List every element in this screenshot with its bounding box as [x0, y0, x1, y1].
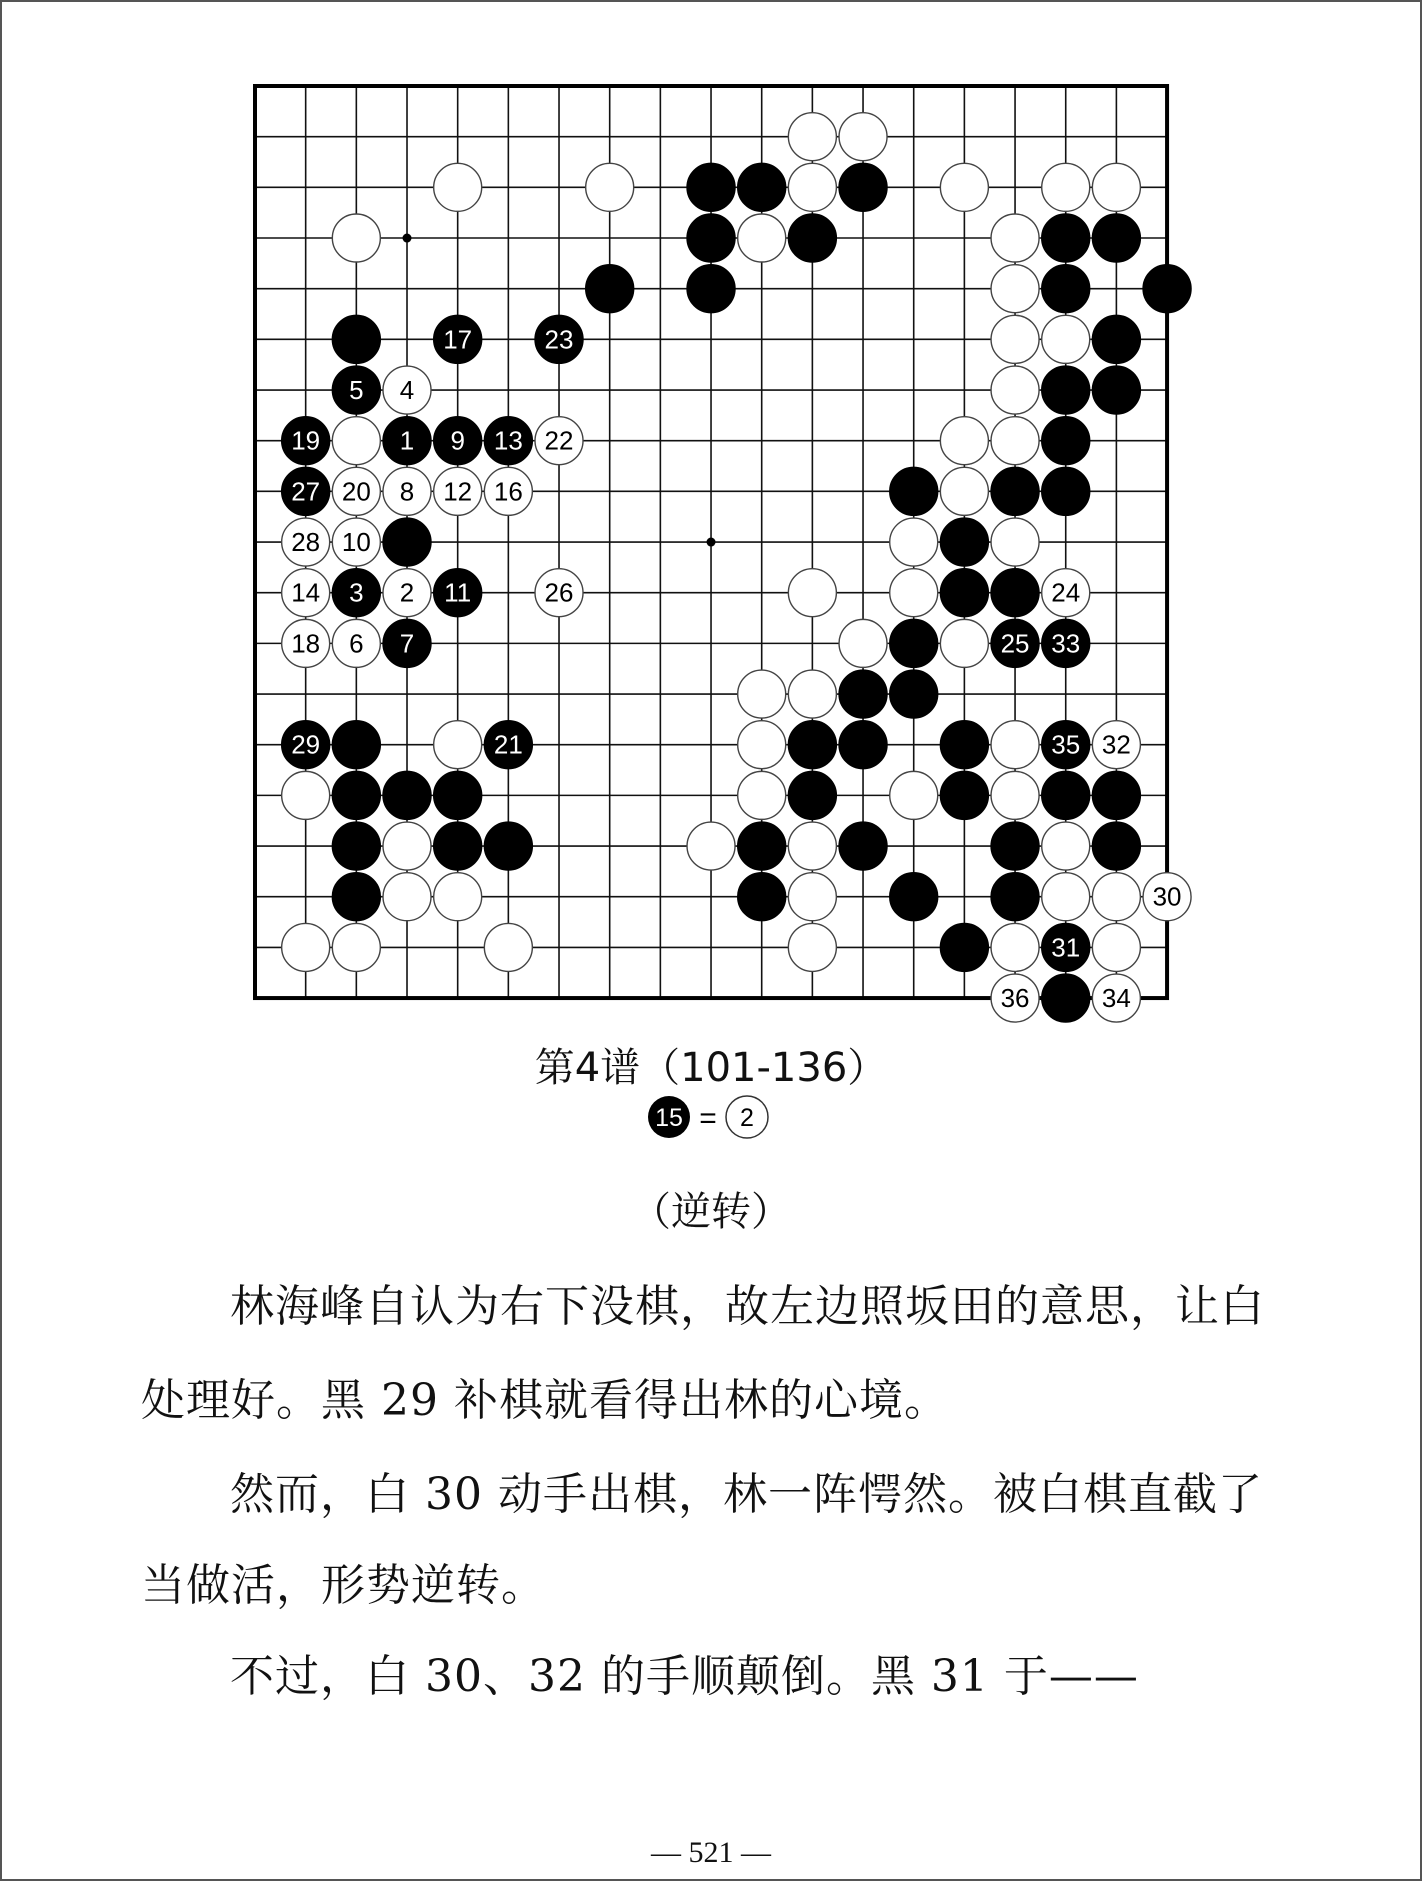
white-stone [890, 518, 938, 566]
white-stone [1042, 822, 1090, 870]
move-number: 17 [443, 324, 473, 355]
move-number: 27 [291, 476, 321, 507]
white-stone [788, 113, 836, 161]
white-stone [484, 923, 532, 971]
white-stone [991, 214, 1039, 262]
black-stone [1042, 214, 1090, 262]
white-stone [991, 315, 1039, 363]
black-stone [890, 467, 938, 515]
black-stone [788, 721, 836, 769]
black-stone [586, 265, 634, 313]
legend-black-label: 15 [655, 1104, 683, 1132]
move-number: 18 [291, 628, 321, 659]
white-stone [282, 923, 330, 971]
black-stone [484, 822, 532, 870]
move-number: 30 [1152, 881, 1182, 912]
white-stone [434, 873, 482, 921]
black-stone [991, 569, 1039, 617]
white-stone [991, 923, 1039, 971]
black-stone [890, 619, 938, 667]
black-stone [1042, 417, 1090, 465]
black-stone [332, 315, 380, 363]
white-stone [687, 822, 735, 870]
move-number: 5 [349, 375, 364, 406]
white-stone [738, 771, 786, 819]
black-stone [788, 214, 836, 262]
white-stone [332, 417, 380, 465]
move-number: 28 [291, 527, 321, 558]
white-stone [434, 163, 482, 211]
move-number: 16 [493, 476, 523, 507]
move-number: 9 [450, 425, 465, 456]
white-stone [1042, 163, 1090, 211]
white-stone [991, 518, 1039, 566]
move-number: 4 [399, 375, 415, 406]
white-stone [788, 923, 836, 971]
white-stone [991, 417, 1039, 465]
black-stone [332, 771, 380, 819]
move-number: 19 [291, 425, 321, 456]
black-stone [1042, 467, 1090, 515]
paragraph-2-line-2: 当做活，形势逆转。 [141, 1560, 546, 1611]
move-number: 21 [493, 729, 523, 760]
black-stone [940, 923, 988, 971]
white-stone [890, 771, 938, 819]
black-stone [940, 518, 988, 566]
white-stone [788, 670, 836, 718]
move-number: 36 [1000, 983, 1030, 1014]
white-stone [890, 569, 938, 617]
move-number: 12 [443, 476, 473, 507]
white-stone [1092, 163, 1140, 211]
diagram-title: 第4谱（101-136） [534, 1045, 888, 1091]
black-stone [1042, 974, 1090, 1022]
black-stone [991, 822, 1039, 870]
white-stone [991, 265, 1039, 313]
move-number: 13 [493, 425, 523, 456]
white-stone [1092, 873, 1140, 921]
move-number: 14 [291, 577, 321, 608]
white-stone [282, 771, 330, 819]
star-point [403, 234, 412, 243]
black-stone [940, 771, 988, 819]
black-stone [434, 771, 482, 819]
white-stone [332, 214, 380, 262]
white-stone [434, 721, 482, 769]
black-stone [991, 467, 1039, 515]
move-number: 25 [1000, 628, 1030, 659]
black-stone [839, 670, 887, 718]
move-number: 11 [444, 577, 472, 608]
black-stone [1092, 822, 1140, 870]
black-stone [332, 873, 380, 921]
white-stone [839, 113, 887, 161]
black-stone [1092, 214, 1140, 262]
white-stone [788, 163, 836, 211]
move-number: 35 [1051, 729, 1081, 760]
black-stone [940, 721, 988, 769]
black-stone [1092, 366, 1140, 414]
black-stone [1042, 771, 1090, 819]
white-stone [738, 721, 786, 769]
diagram-legend [0, 1094, 1422, 1145]
white-stone [788, 822, 836, 870]
black-stone [738, 873, 786, 921]
black-stone [383, 771, 431, 819]
paragraph-2-line-1: 然而，白 30 动手出棋，林一阵愕然。被白棋直截了 [230, 1469, 1263, 1520]
white-stone [383, 873, 431, 921]
white-stone [1042, 315, 1090, 363]
white-stone [991, 771, 1039, 819]
black-stone [1042, 366, 1090, 414]
black-stone [839, 721, 887, 769]
black-stone [383, 518, 431, 566]
black-stone [434, 822, 482, 870]
move-number: 26 [544, 577, 574, 608]
legend-equivalence [646, 1094, 776, 1140]
move-number: 29 [291, 729, 321, 760]
move-number: 1 [399, 425, 415, 456]
move-number: 33 [1051, 628, 1081, 659]
black-stone [940, 569, 988, 617]
white-stone [586, 163, 634, 211]
move-number: 32 [1101, 729, 1131, 760]
white-stone [332, 923, 380, 971]
white-stone [940, 417, 988, 465]
white-stone [383, 822, 431, 870]
move-number: 31 [1051, 932, 1081, 963]
move-number: 7 [399, 628, 415, 659]
page-number: — 521 — [651, 1836, 771, 1869]
black-stone [332, 822, 380, 870]
black-stone [738, 163, 786, 211]
paragraph-3-line-1: 不过，白 30、32 的手顺颠倒。黑 31 于—— [230, 1651, 1139, 1702]
black-stone [788, 771, 836, 819]
black-stone [1092, 315, 1140, 363]
move-number: 2 [399, 577, 415, 608]
black-stone [687, 214, 735, 262]
white-stone [738, 670, 786, 718]
white-stone [940, 163, 988, 211]
move-number: 6 [349, 628, 364, 659]
section-subtitle: （逆转） [631, 1189, 791, 1235]
black-stone [738, 822, 786, 870]
star-point [707, 538, 716, 547]
move-number: 8 [399, 476, 415, 507]
black-stone [687, 265, 735, 313]
white-stone [788, 873, 836, 921]
go-board-diagram [235, 66, 1187, 1046]
legend-white-label: 2 [740, 1104, 754, 1132]
white-stone [991, 366, 1039, 414]
black-stone [1143, 265, 1191, 313]
white-stone [839, 619, 887, 667]
black-stone [1092, 771, 1140, 819]
black-stone [890, 873, 938, 921]
white-stone [788, 569, 836, 617]
move-number: 22 [544, 425, 574, 456]
black-stone [1042, 265, 1090, 313]
black-stone [687, 163, 735, 211]
move-number: 10 [341, 527, 371, 558]
white-stone [1042, 873, 1090, 921]
black-stone [890, 670, 938, 718]
white-stone [1092, 923, 1140, 971]
move-number: 24 [1051, 577, 1081, 608]
white-stone [940, 619, 988, 667]
white-stone [940, 467, 988, 515]
black-stone [991, 873, 1039, 921]
white-stone [738, 214, 786, 262]
move-number: 3 [349, 577, 364, 608]
black-stone [332, 721, 380, 769]
paragraph-1-line-1: 林海峰自认为右下没棋，故左边照坂田的意思，让白 [230, 1281, 1265, 1332]
black-stone [839, 163, 887, 211]
black-stone [839, 822, 887, 870]
paragraph-1-line-2: 处理好。黑 29 补棋就看得出林的心境。 [141, 1375, 949, 1426]
move-number: 20 [341, 476, 371, 507]
legend-equals: = [699, 1102, 717, 1135]
move-number: 34 [1101, 983, 1131, 1014]
white-stone [991, 721, 1039, 769]
move-number: 23 [544, 324, 574, 355]
